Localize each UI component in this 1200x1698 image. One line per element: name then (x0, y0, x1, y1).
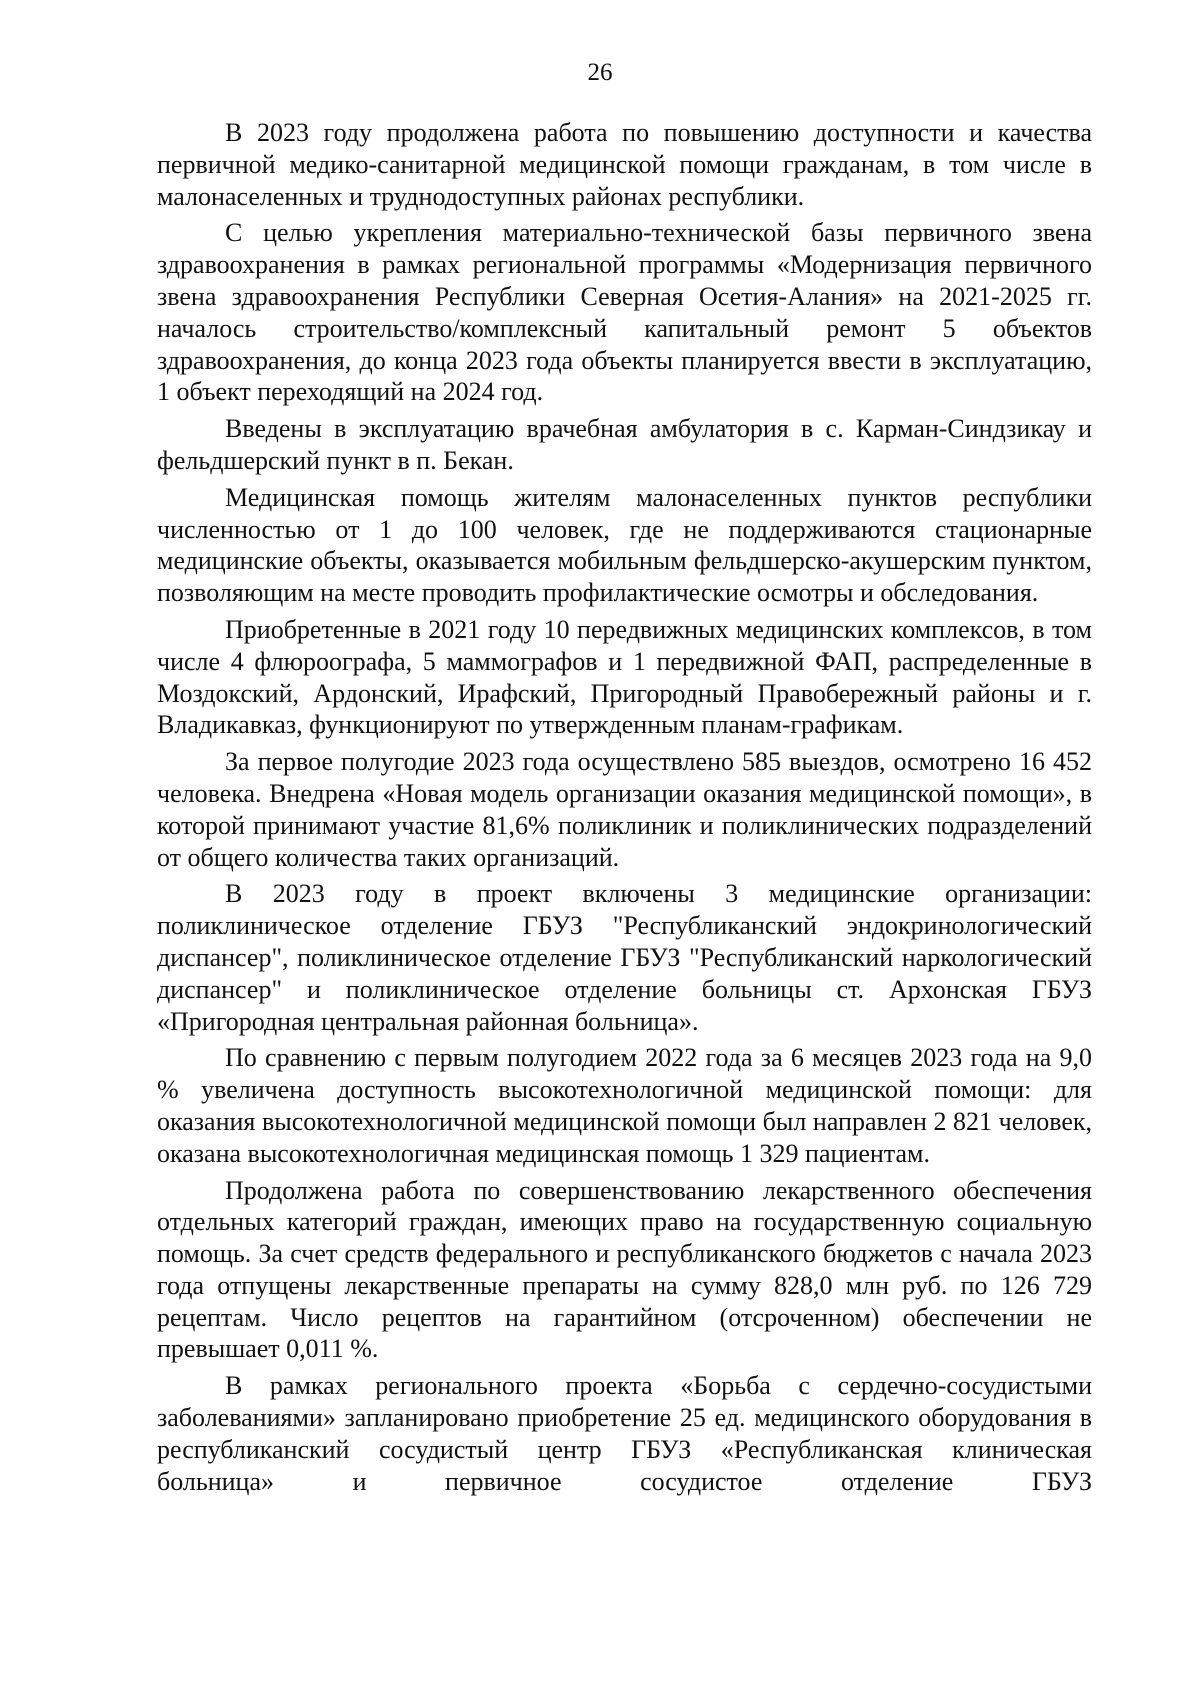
paragraph-new-facilities: Введены в эксплуатацию врачебная амбулатория в с. Карман-Синдзикау и фельдшерский пункт в п. Бекан. (157, 414, 1092, 475)
paragraph-high-tech-care: По сравнению с первым полугодием 2022 года за 6 месяцев 2023 года на 9,0 % увеличена доступность высокотехнологичной медицинской помощи: для оказания высокотехнологичной медицинской помощи был направлен 2 821 человек, оказана высокотехнологичная медицинская помощь 1 329 пациентам. (157, 1043, 1092, 1168)
paragraph-mobile-complexes: Приобретенные в 2021 году 10 передвижных медицинских комплексов, в том числе 4 флюроографа, 5 маммографов и 1 передвижной ФАП, распределенные в Моздокский, Ардонский, Ирафский, Пригородный Правобережный районы и г. Владикавказ, функционируют по утвержденным планам-графикам. (157, 614, 1092, 740)
page-number: 26 (587, 59, 613, 86)
paragraph-primary-care-availability: В 2023 году продолжена работа по повышению доступности и качества первичной медико-санитарной медицинской помощи гражданам, в том числе в малонаселенных и труднодоступных районах республики. (157, 118, 1092, 211)
paragraph-mobile-fap: Медицинская помощь жителям малонаселенных пунктов республики численностью от 1 до 100 человек, где не поддерживаются стационарные медицинские объекты, оказывается мобильным фельдшерско-акушерским пунктом, позволяющим на месте проводить профилактические осмотры и обследования. (157, 482, 1092, 608)
paragraph-drug-supply: Продолжена работа по совершенствованию лекарственного обеспечения отдельных категорий граждан, имеющих право на государственную социальную помощь. За счет средств федерального и республиканского бюджетов с начала 2023 года отпущены лекарственные препараты на сумму 828,0 млн руб. по 126 729 рецептам. Число рецептов на гарантийном (отсроченном) обеспечении не превышает 0,011 %. (157, 1175, 1092, 1364)
paragraph-cardio-project: В рамках регионального проекта «Борьба с сердечно-сосудистыми заболеваниями» запланировано приобретение 25 ед. медицинского оборудования в республиканский сосудистый центр ГБУЗ «Республиканская клиническая больница» и первичное сосудистое отделение ГБУЗ (157, 1371, 1092, 1496)
document-body (157, 117, 1092, 1502)
paragraph-project-organizations: В 2023 году в проект включены 3 медицинские организации: поликлиническое отделение ГБУЗ "Республиканский эндокринологический диспансер", поликлиническое отделение ГБУЗ "Республиканский наркологический диспансер" и поликлиническое отделение больницы ст. Архонская ГБУЗ «Пригородная центральная районная больница». (157, 879, 1092, 1036)
paragraph-first-half-results: За первое полугодие 2023 года осуществлено 585 выездов, осмотрено 16 452 человека. Внедрена «Новая модель организации оказания медицинской помощи», в которой принимают участие 81,6% поликлиник и поликлинических подразделений от общего количества таких организаций. (157, 747, 1092, 872)
paragraph-modernization-program: С целью укрепления материально-технической базы первичного звена здравоохранения в рамках региональной программы «Модернизация первичного звена здравоохранения Республики Северная Осетия-Алания» на 2021-2025 гг. началось строительство/комплексный капитальный ремонт 5 объектов здравоохранения, до конца 2023 года объекты планируется ввести в эксплуатацию, 1 объект переходящий на 2024 год. (157, 218, 1092, 407)
